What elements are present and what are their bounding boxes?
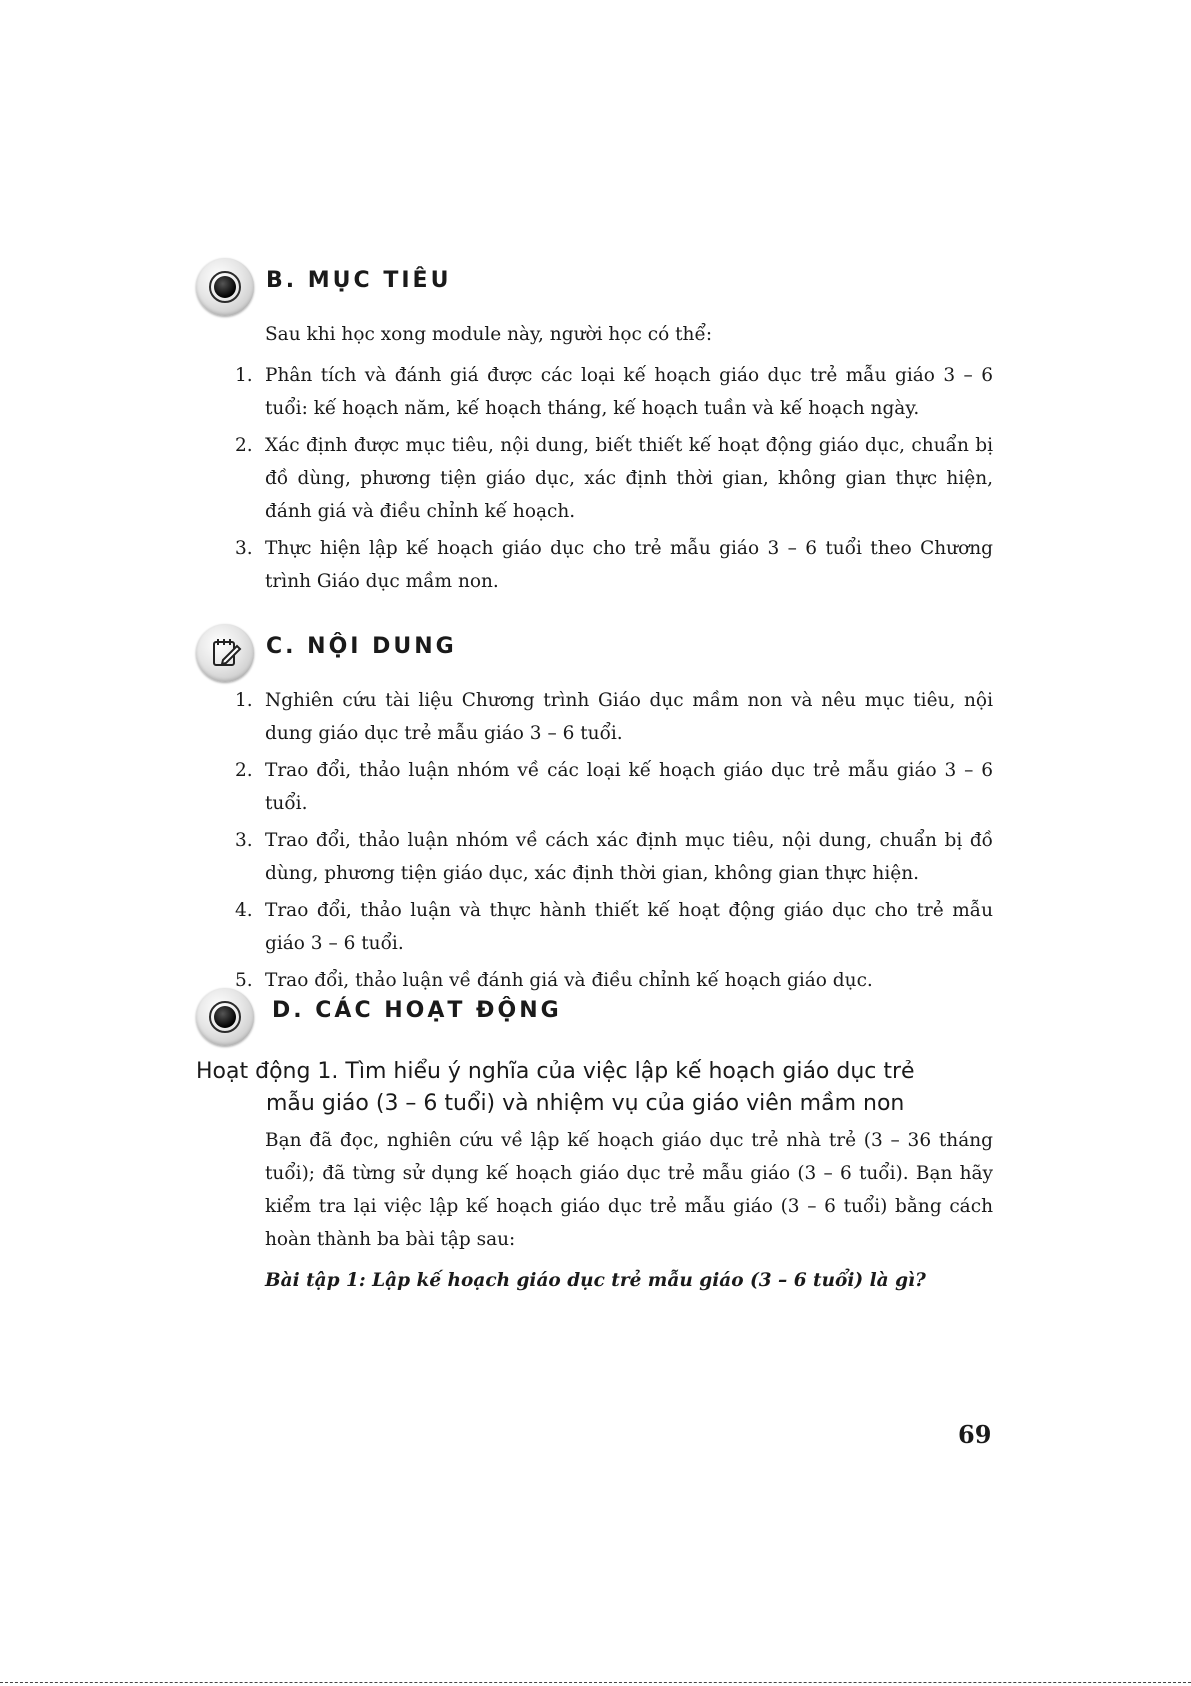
section-d-title: D. CÁC HOẠT ĐỘNG bbox=[272, 998, 562, 1023]
list-item: 4. Trao đổi, thảo luận và thực hành thiết kế hoạt động giáo dục cho trẻ mẫu giáo 3 – 6 tuổi. bbox=[235, 900, 993, 954]
page-number: 69 bbox=[958, 1420, 992, 1449]
section-c-title: C. NỘI DUNG bbox=[266, 634, 457, 659]
section-b-heading bbox=[196, 258, 916, 320]
section-c-heading bbox=[196, 624, 916, 686]
target-icon bbox=[196, 988, 254, 1046]
list-item: 3. Trao đổi, thảo luận nhóm về cách xác định mục tiêu, nội dung, chuẩn bị đồ dùng, phương tiện giáo dục, xác định thời gian, không gian thực hiện. bbox=[235, 830, 993, 884]
list-item: 5. Trao đổi, thảo luận về đánh giá và điều chỉnh kế hoạch giáo dục. bbox=[235, 970, 873, 991]
list-item: 3. Thực hiện lập kế hoạch giáo dục cho trẻ mẫu giáo 3 – 6 tuổi theo Chương trình Giáo dục mầm non. bbox=[235, 538, 993, 592]
list-item: 2. Xác định được mục tiêu, nội dung, biết thiết kế hoạt động giáo dục, chuẩn bị đồ dùng, phương tiện giáo dục, xác định thời gian, không gian thực hiện, đánh giá và điều chỉnh kế hoạch. bbox=[235, 435, 993, 522]
section-c-list bbox=[235, 684, 993, 1001]
section-b-list bbox=[235, 359, 993, 602]
activity-title: Hoạt động 1. Tìm hiểu ý nghĩa của việc lập kế hoạch giáo dục trẻ mẫu giáo (3 – 6 tuổi) và nhiệm vụ của giáo viên mầm non bbox=[196, 1059, 915, 1116]
bottom-divider bbox=[0, 1682, 1191, 1686]
notepad-pencil-icon bbox=[196, 624, 254, 682]
section-b-intro: Sau khi học xong module này, người học có thể: bbox=[265, 324, 713, 345]
activity-body: Bạn đã đọc, nghiên cứu về lập kế hoạch giáo dục trẻ nhà trẻ (3 – 36 tháng tuổi); đã từng sử dụng kế hoạch giáo dục trẻ mẫu giáo (3 – 6 tuổi). Bạn hãy kiểm tra lại việc lập kế hoạch giáo dục trẻ mẫu giáo (3 – 6 tuổi) bằng cách hoàn thành ba bài tập sau: bbox=[265, 1130, 993, 1250]
exercise-question: Bài tập 1: Lập kế hoạch giáo dục trẻ mẫu giáo (3 – 6 tuổi) là gì? bbox=[265, 1270, 926, 1291]
list-item: 2. Trao đổi, thảo luận nhóm về các loại kế hoạch giáo dục trẻ mẫu giáo 3 – 6 tuổi. bbox=[235, 760, 993, 814]
list-item: 1. Nghiên cứu tài liệu Chương trình Giáo dục mầm non và nêu mục tiêu, nội dung giáo dục trẻ mẫu giáo 3 – 6 tuổi. bbox=[235, 690, 993, 744]
section-b-title: B. MỤC TIÊU bbox=[266, 268, 452, 293]
section-d-heading bbox=[196, 988, 916, 1050]
target-icon bbox=[196, 258, 254, 316]
list-item: 1. Phân tích và đánh giá được các loại kế hoạch giáo dục trẻ mẫu giáo 3 – 6 tuổi: kế hoạch năm, kế hoạch tháng, kế hoạch tuần và kế hoạch ngày. bbox=[235, 365, 993, 419]
